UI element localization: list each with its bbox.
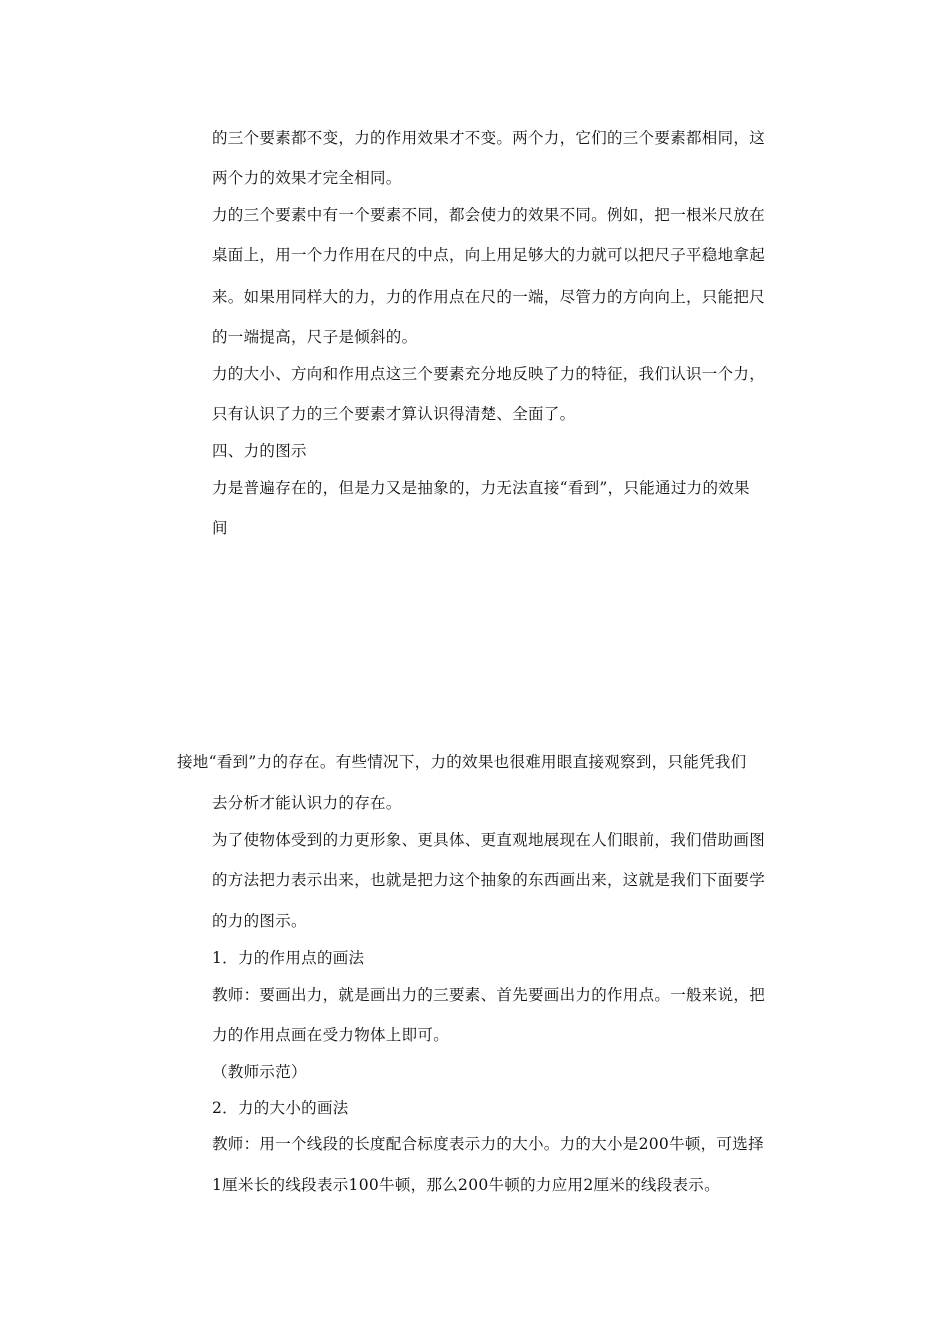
text-line: 接地“看到”力的存在。有些情况下，力的效果也很难用眼直接观察到，只能凭我们 bbox=[177, 753, 747, 771]
text-line: 间 bbox=[212, 519, 228, 537]
section-heading: 四、力的图示 bbox=[212, 442, 307, 460]
text-line: 力的三个要素中有一个要素不同，都会使力的效果不同。例如，把一根米尺放在 bbox=[212, 206, 766, 224]
text-line: 只有认识了力的三个要素才算认识得清楚、全面了。 bbox=[212, 405, 576, 423]
text-line: 力的大小、方向和作用点这三个要素充分地反映了力的特征，我们认识一个力， bbox=[212, 365, 766, 383]
text-line: 为了使物体受到的力更形象、更具体、更直观地展现在人们眼前，我们借助画图 bbox=[212, 831, 766, 849]
section-heading: 1．力的作用点的画法 bbox=[212, 949, 365, 967]
text-line: 力的作用点画在受力物体上即可。 bbox=[212, 1026, 450, 1044]
text-line: 去分析才能认识力的存在。 bbox=[212, 794, 402, 812]
section-heading: 2．力的大小的画法 bbox=[212, 1099, 349, 1117]
text-line: 桌面上，用一个力作用在尺的中点，向上用足够大的力就可以把尺子平稳地拿起 bbox=[212, 246, 766, 264]
text-line: 力是普遍存在的，但是力又是抽象的，力无法直接“看到”，只能通过力的效果 bbox=[212, 479, 750, 497]
text-line: （教师示范） bbox=[212, 1063, 307, 1081]
text-line: 的方法把力表示出来，也就是把力这个抽象的东西画出来，这就是我们下面要学 bbox=[212, 871, 766, 889]
text-line: 教师：要画出力，就是画出力的三要素、首先要画出力的作用点。一般来说，把 bbox=[212, 986, 766, 1004]
text-line: 教师：用一个线段的长度配合标度表示力的大小。力的大小是200牛顿，可选择 bbox=[212, 1135, 764, 1153]
text-line: 的一端提高，尺子是倾斜的。 bbox=[212, 328, 418, 346]
text-line: 1厘米长的线段表示100牛顿，那么200牛顿的力应用2厘米的线段表示。 bbox=[212, 1176, 720, 1194]
text-line: 的力的图示。 bbox=[212, 912, 307, 930]
text-line: 的三个要素都不变，力的作用效果才不变。两个力，它们的三个要素都相同，这 bbox=[212, 129, 766, 147]
text-line: 两个力的效果才完全相同。 bbox=[212, 169, 402, 187]
text-line: 来。如果用同样大的力，力的作用点在尺的一端，尽管力的方向向上，只能把尺 bbox=[212, 288, 766, 306]
